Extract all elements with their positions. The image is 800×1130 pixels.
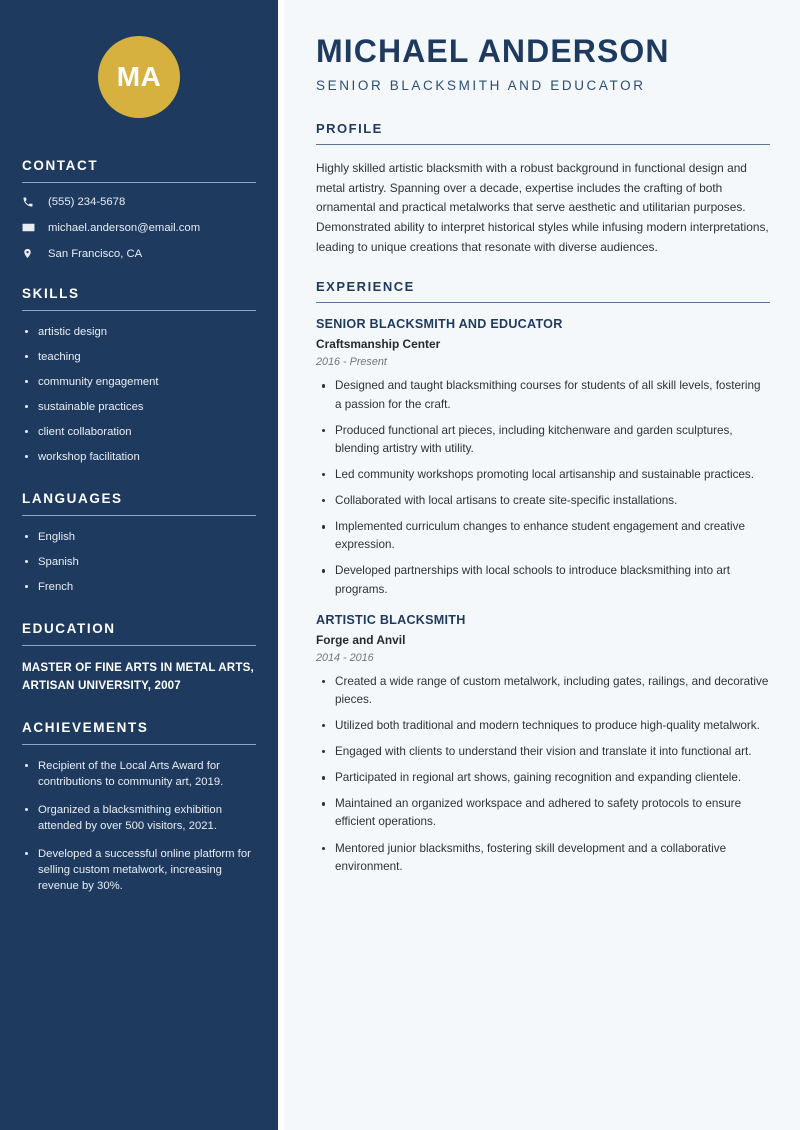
list-item: Spanish xyxy=(22,554,256,570)
list-item: Collaborated with local artisans to create site-specific installations. xyxy=(316,492,770,510)
contact-heading: CONTACT xyxy=(22,158,99,173)
languages-section xyxy=(22,491,256,595)
education-divider xyxy=(22,645,256,646)
list-item: Developed partnerships with local schools to introduce blacksmithing into art programs. xyxy=(316,562,770,598)
experience-bullet-list xyxy=(316,673,770,876)
experience-bullet-list xyxy=(316,377,770,598)
list-item: Utilized both traditional and modern techniques to produce high-quality metalwork. xyxy=(316,717,770,735)
contact-email-value: michael.anderson@email.com xyxy=(48,221,201,234)
list-item: client collaboration xyxy=(22,424,256,440)
sidebar xyxy=(0,0,278,1130)
list-item: Maintained an organized workspace and adhered to safety protocols to ensure efficient operations. xyxy=(316,795,770,831)
list-item: French xyxy=(22,579,256,595)
experience-section xyxy=(316,279,770,875)
list-item: Developed a successful online platform for selling custom metalwork, increasing revenue by 30%. xyxy=(22,846,256,894)
languages-divider xyxy=(22,515,256,516)
list-item: sustainable practices xyxy=(22,399,256,415)
experience-company: Craftsmanship Center xyxy=(316,337,441,352)
avatar: MA xyxy=(98,36,180,118)
achievements-heading: ACHIEVEMENTS xyxy=(22,720,149,736)
contact-location-value: San Francisco, CA xyxy=(48,247,143,260)
skills-list xyxy=(22,324,256,465)
avatar-wrapper xyxy=(22,0,256,158)
list-item: Led community workshops promoting local artisanship and sustainable practices. xyxy=(316,466,770,484)
experience-entry xyxy=(316,317,770,598)
experience-dates: 2016 - Present xyxy=(316,356,387,369)
experience-role: ARTISTIC BLACKSMITH xyxy=(316,612,466,627)
education-section xyxy=(22,621,256,694)
contact-section xyxy=(22,158,256,260)
achievements-section xyxy=(22,720,256,894)
achievements-divider xyxy=(22,744,256,745)
education-entry: MASTER OF FINE ARTS IN METAL ARTS, ARTISAN UNIVERSITY, 2007 xyxy=(22,661,254,692)
skills-heading: SKILLS xyxy=(22,286,80,301)
profile-text: Highly skilled artistic blacksmith with a robust background in functional design and metal artistry. Spanning over a decade, expertise includes the crafting of both ornamental and practical metalworks that serve aesthetic and utilitarian purposes. Demonstrated ability to interpret historical styles while infusing modern interpretations, leading to unique creations that resonate with diverse audiences. xyxy=(316,161,769,254)
experience-entry xyxy=(316,613,770,876)
contact-item-location[interactable] xyxy=(22,247,256,260)
skills-section xyxy=(22,286,256,465)
experience-dates: 2014 - 2016 xyxy=(316,651,374,664)
list-item: Participated in regional art shows, gaining recognition and expanding clientele. xyxy=(316,769,770,787)
list-item: Designed and taught blacksmithing courses for students of all skill levels, fostering a passion for the craft. xyxy=(316,377,770,413)
education-heading: EDUCATION xyxy=(22,621,116,637)
list-item: Recipient of the Local Arts Award for contributions to community art, 2019. xyxy=(22,758,256,790)
skills-divider xyxy=(22,310,256,311)
list-item: Created a wide range of custom metalwork, including gates, railings, and decorative pieces. xyxy=(316,673,770,709)
main-content xyxy=(278,0,800,1130)
experience-heading: EXPERIENCE xyxy=(316,279,415,295)
contact-phone-value: (555) 234-5678 xyxy=(48,196,126,208)
contact-item-phone[interactable] xyxy=(22,196,256,208)
list-item: Organized a blacksmithing exhibition attended by over 500 visitors, 2021. xyxy=(22,802,256,834)
achievements-list xyxy=(22,758,256,894)
professional-title: SENIOR BLACKSMITH AND EDUCATOR xyxy=(316,78,646,94)
contact-divider xyxy=(22,182,256,183)
profile-heading: PROFILE xyxy=(316,121,383,137)
list-item: workshop facilitation xyxy=(22,449,256,465)
list-item: artistic design xyxy=(22,324,256,340)
profile-section xyxy=(316,121,770,257)
profile-divider xyxy=(316,144,770,145)
list-item: Mentored junior blacksmiths, fostering skill development and a collaborative environment. xyxy=(316,840,770,876)
phone-icon xyxy=(22,196,42,208)
experience-divider xyxy=(316,302,770,303)
page-title: MICHAEL ANDERSON xyxy=(316,33,670,69)
location-pin-icon xyxy=(22,247,42,260)
list-item: community engagement xyxy=(22,374,256,390)
envelope-icon xyxy=(22,221,42,234)
experience-company: Forge and Anvil xyxy=(316,632,406,647)
contact-item-email[interactable] xyxy=(22,221,256,234)
languages-heading: LANGUAGES xyxy=(22,491,123,507)
list-item: Implemented curriculum changes to enhance student engagement and creative expression. xyxy=(316,518,770,554)
list-item: Produced functional art pieces, including kitchenware and garden sculptures, blending artistry with utility. xyxy=(316,422,770,458)
list-item: English xyxy=(22,529,256,545)
experience-role: SENIOR BLACKSMITH AND EDUCATOR xyxy=(316,317,563,332)
list-item: teaching xyxy=(22,349,256,365)
languages-list xyxy=(22,529,256,595)
list-item: Engaged with clients to understand their vision and translate it into functional art. xyxy=(316,743,770,761)
